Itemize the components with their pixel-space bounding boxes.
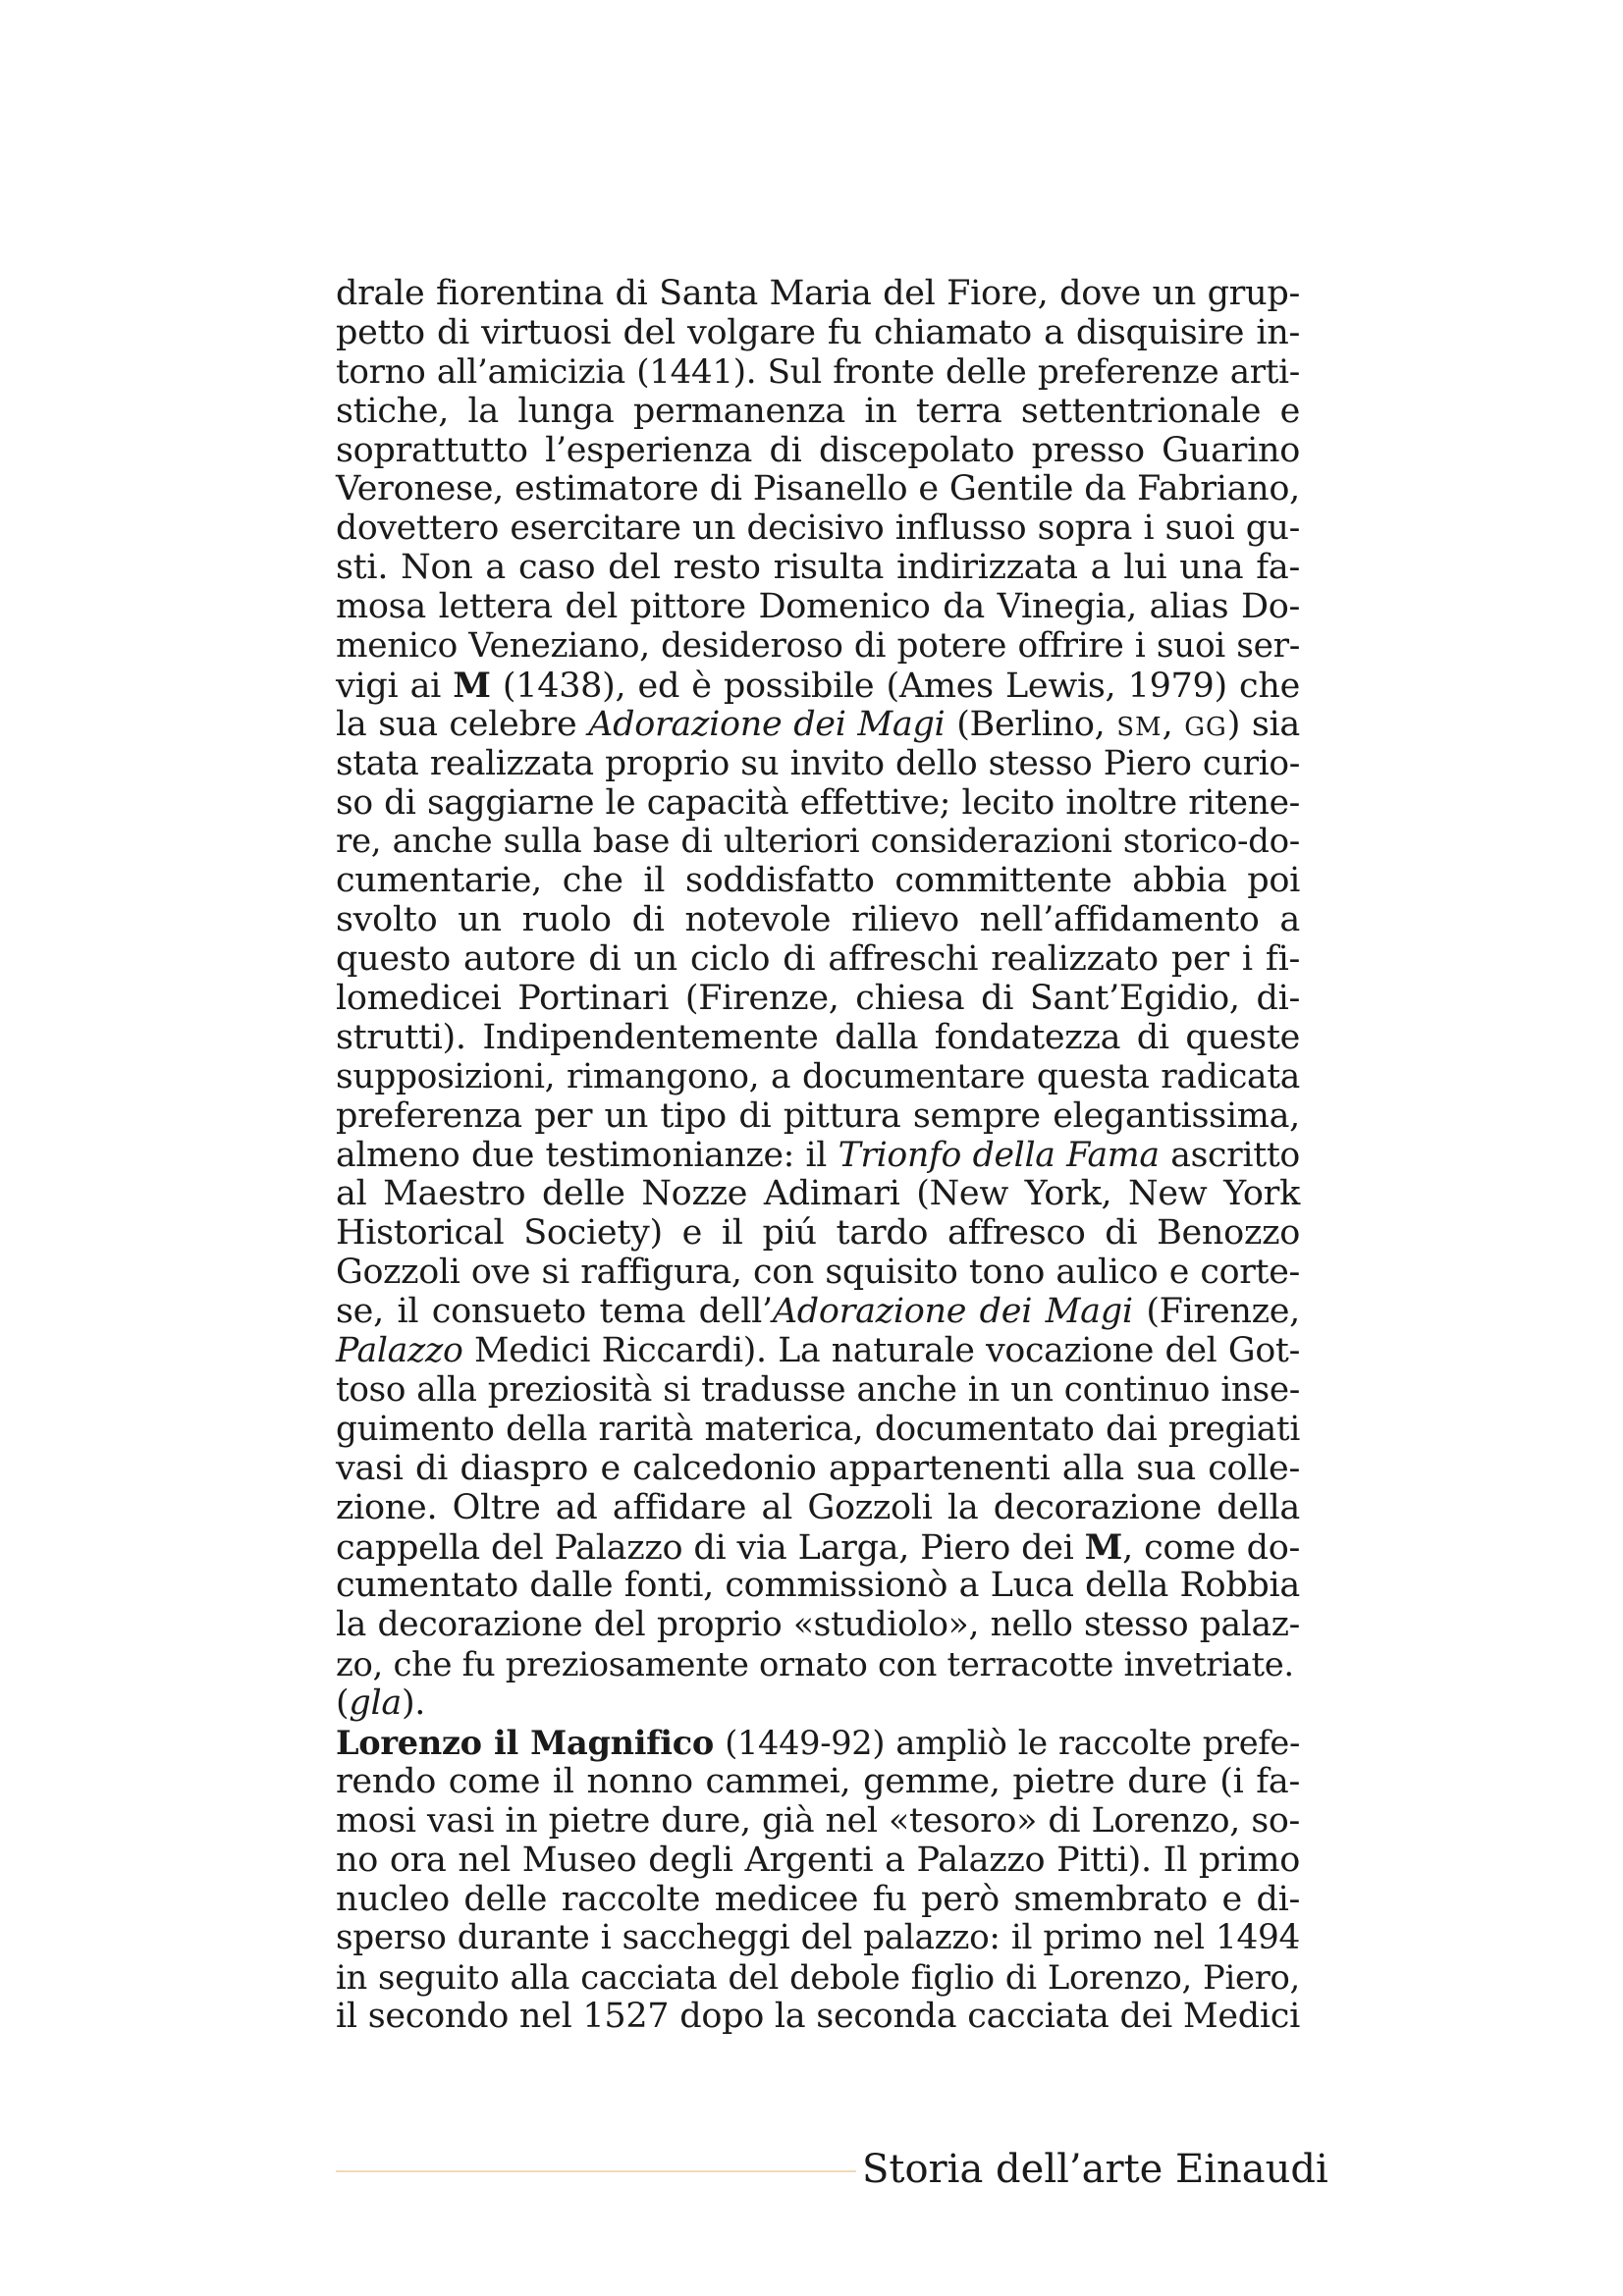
artwork-title: Adorazione dei Magi [772, 1292, 1133, 1332]
text-line: menico Veneziano, desideroso di potere offrire i suoi ser- [336, 626, 1300, 667]
footer-rule [336, 2170, 856, 2172]
text-line: mosi vasi in pietre dure, già nel «tesoro» di Lorenzo, so- [336, 1800, 1300, 1841]
text-line: toso alla preziosità si tradusse anche in un continuo inse- [336, 1369, 1300, 1410]
entry-heading: Lorenzo il Magnifico [336, 1722, 714, 1762]
artwork-title: Adorazione dei Magi [588, 704, 946, 744]
text-line: vigi ai M (1438), ed è possibile (Ames Lewis, 1979) che [336, 665, 1300, 706]
text-line: Palazzo Medici Riccardi). La naturale vocazione del Got- [336, 1331, 1300, 1371]
text-line: al Maestro delle Nozze Adimari (New York, New York [336, 1174, 1300, 1214]
text-line: sti. Non a caso del resto risulta indirizzata a lui una fa- [336, 548, 1300, 588]
text-line: zione. Oltre ad affidare al Gozzoli la decorazione della [336, 1487, 1300, 1527]
text-line: sperso durante i saccheggi del palazzo: il primo nel 1494 [336, 1918, 1300, 1958]
text-line: no ora nel Museo degli Argenti a Palazzo Pitti). Il primo [336, 1840, 1300, 1880]
author-initials: (gla). [336, 1683, 426, 1724]
text-line: Veronese, estimatore di Pisanello e Gentile da Fabriano, [336, 469, 1300, 509]
text-line: rendo come il nonno cammei, gemme, pietre dure (i fa- [336, 1761, 1300, 1801]
body-text [336, 275, 1300, 2037]
text-line: lomedicei Portinari (Firenze, chiesa di Sant’Egidio, di- [336, 979, 1300, 1019]
text-line: cumentato dalle fonti, commissionò a Luca della Robbia [336, 1566, 1300, 1606]
italic-word: Palazzo [336, 1331, 463, 1371]
museum-abbrev: SM [1116, 712, 1163, 742]
text-line: soprattutto l’esperienza di discepolato presso Guarino [336, 430, 1300, 470]
text-line: nucleo delle raccolte medicee fu però smembrato e di- [336, 1879, 1300, 1919]
artwork-title: Trionfo della Fama [838, 1135, 1160, 1175]
text-line: drale fiorentina di Santa Maria del Fiore, dove un grup- [336, 274, 1300, 313]
text-line: la sua celebre Adorazione dei Magi (Berlino, SM, GG) sia [336, 704, 1300, 744]
text-line: questo autore di un ciclo di affreschi realizzato per i fi- [336, 939, 1300, 980]
text-line: in seguito alla cacciata del debole figlio di Lorenzo, Piero, [336, 1958, 1300, 1998]
text-line: preferenza per un tipo di pittura sempre elegantissima, [336, 1095, 1300, 1136]
text-line: strutti). Indipendentemente dalla fondatezza di queste [336, 1017, 1300, 1057]
entry-heading-line: Lorenzo il Magnifico (1449-92) ampliò le raccolte prefe- [336, 1722, 1300, 1762]
text-line: il secondo nel 1527 dopo la seconda cacciata dei Medici [336, 1997, 1300, 2037]
text-line: petto di virtuosi del volgare fu chiamato a disquisire in- [336, 312, 1300, 352]
text-line: stiche, la lunga permanenza in terra settentrionale e [336, 391, 1300, 431]
text-line: Gozzoli ove si raffigura, con squisito tono aulico e corte- [336, 1253, 1300, 1293]
medici-abbrev: M [453, 665, 491, 706]
footer-title: Storia dell’arte Einaudi [862, 2147, 1328, 2192]
text-line: dovettero esercitare un decisivo influsso sopra i suoi gu- [336, 508, 1300, 549]
text-line: so di saggiarne le capacità effettive; lecito inoltre ritene- [336, 782, 1300, 823]
text-line: Historical Society) e il piú tardo affresco di Benozzo [336, 1213, 1300, 1254]
text-line: la decorazione del proprio «studiolo», nello stesso palaz- [336, 1605, 1300, 1645]
medici-abbrev: M [1084, 1526, 1123, 1568]
text-line: vasi di diaspro e calcedonio appartenenti alla sua colle- [336, 1448, 1300, 1488]
text-line: stata realizzata proprio su invito dello stesso Piero curio- [336, 743, 1300, 783]
text-line: mosa lettera del pittore Domenico da Vinegia, alias Do- [336, 587, 1300, 627]
text-line: zo, che fu preziosamente ornato con terracotte invetriate. [336, 1645, 1294, 1684]
text-line: svolto un ruolo di notevole rilievo nell’affidamento a [336, 900, 1300, 940]
text-line: se, il consueto tema dell’Adorazione dei Magi (Firenze, [336, 1292, 1301, 1332]
text-line: supposizioni, rimangono, a documentare questa radicata [336, 1056, 1300, 1096]
text-line: re, anche sulla base di ulteriori considerazioni storico-do- [336, 822, 1300, 862]
text-line: guimento della rarità materica, documentato dai pregiati [336, 1409, 1300, 1449]
text-line: torno all’amicizia (1441). Sul fronte delle preferenze arti- [336, 351, 1300, 392]
text-line: cappella del Palazzo di via Larga, Piero dei M, come do- [336, 1526, 1300, 1568]
museum-abbrev: GG [1184, 712, 1227, 742]
text-line: cumentarie, che il soddisfatto committente abbia poi [336, 861, 1300, 901]
text-line: almeno due testimonianze: il Trionfo della Fama ascritto [336, 1135, 1300, 1175]
